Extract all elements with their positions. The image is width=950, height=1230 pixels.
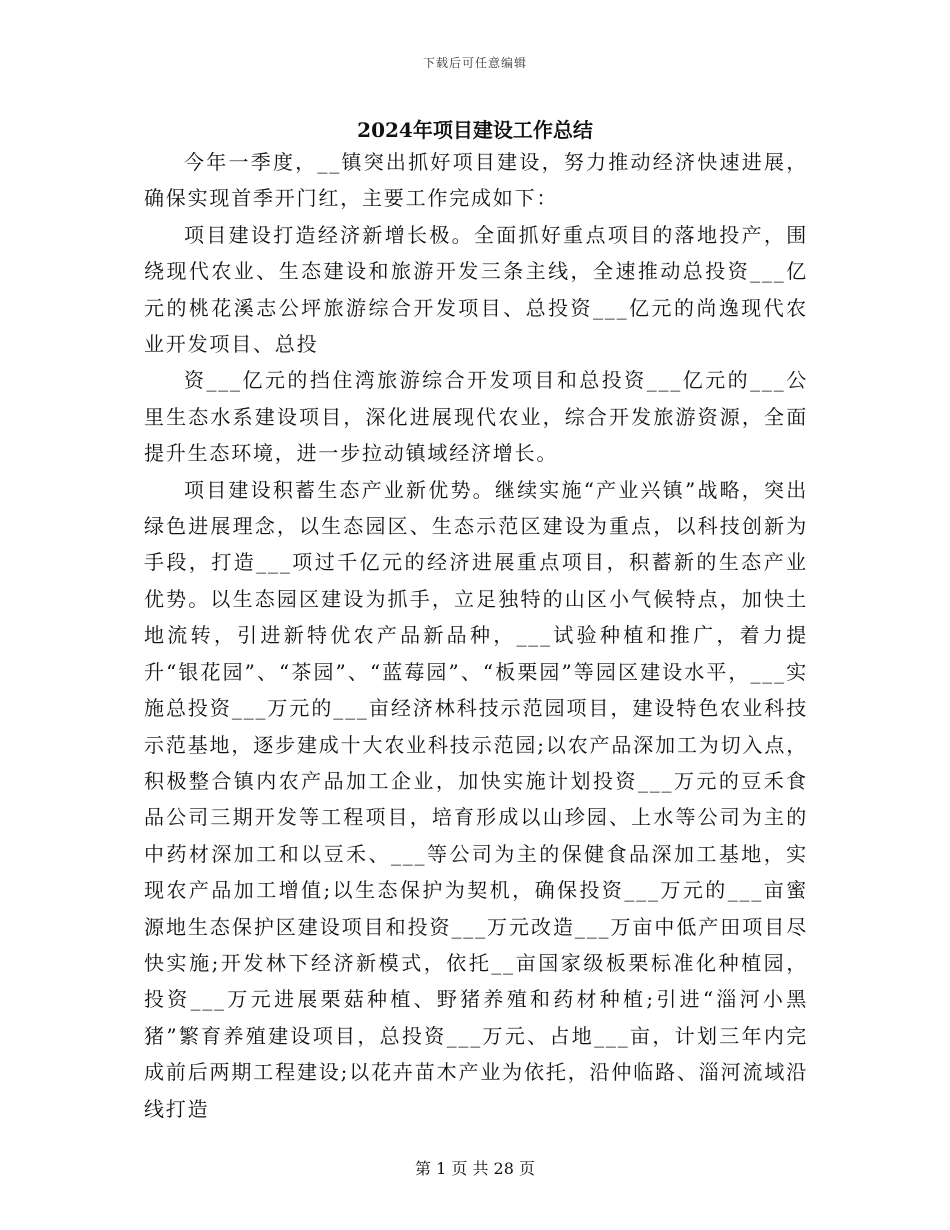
body-paragraph: 今年一季度，__镇突出抓好项目建设，努力推动经济快速进展，确保实现首季开门红，主要工作完成如下： xyxy=(144,150,808,211)
header-note: 下载后可任意编辑 xyxy=(422,56,527,70)
body-paragraph: 项目建设积蓄生态产业新优势。继续实施“产业兴镇”战略，突出绿色进展理念，以生态园区、生态示范区建设为重点，以科技创新为手段，打造___项过千亿元的经济进展重点项目，积蓄新的生态产业优势。以生态园区建设为抓手，立足独特的山区小气候特点，加快土地流转，引进新特优农产品新品种，___试验种植和推广，着力提升“银花园”、“茶园”、“蓝莓园”、“板栗园”等园区建设水平，___实施总投资___万元的___亩经济林科技示范园项目，建设特色农业科技示范基地，逐步建成十大农业科技示范园;以农产品深加工为切入点，积极整合镇内农产品加工企业，加快实施计划投资___万元的豆禾食品公司三期开发等工程项目，培育形成以山珍园、上水等公司为主的中药材深加工和以豆禾、___等公司为主的保健食品深加工基地，实现农产品加工增值;以生态保护为契机，确保投资___万元的___亩蜜源地生态保护区建设项目和投资___万元改造___万亩中低产田项目尽快实施;开发林下经济新模式，依托__亩国家级板栗标准化种植园，投资___万元进展栗菇种植、野猪养殖和药材种植;引进“淄河小黑猪”繁育养殖建设项目，总投资___万元、占地___亩，计划三年内完成前后两期工程建设;以花卉苗木产业为依托，沿仲临路、淄河流域沿线打造 xyxy=(144,477,808,1121)
body-paragraph: 项目建设打造经济新增长极。全面抓好重点项目的落地投产，围绕现代农业、生态建设和旅游开发三条主线，全速推动总投资___亿元的桃花溪志公坪旅游综合开发项目、总投资___亿元的尚逸现代农业开发项目、总投 xyxy=(144,222,808,357)
document-body xyxy=(144,144,808,1127)
body-paragraph: 资___亿元的挡住湾旅游综合开发项目和总投资___亿元的___公里生态水系建设项目，深化进展现代农业，综合开发旅游资源，全面提升生态环境，进一步拉动镇域经济增长。 xyxy=(144,368,808,466)
page-number: 第 1 页 共 28 页 xyxy=(415,1159,535,1178)
document-title: 2024年项目建设工作总结 xyxy=(357,118,593,142)
